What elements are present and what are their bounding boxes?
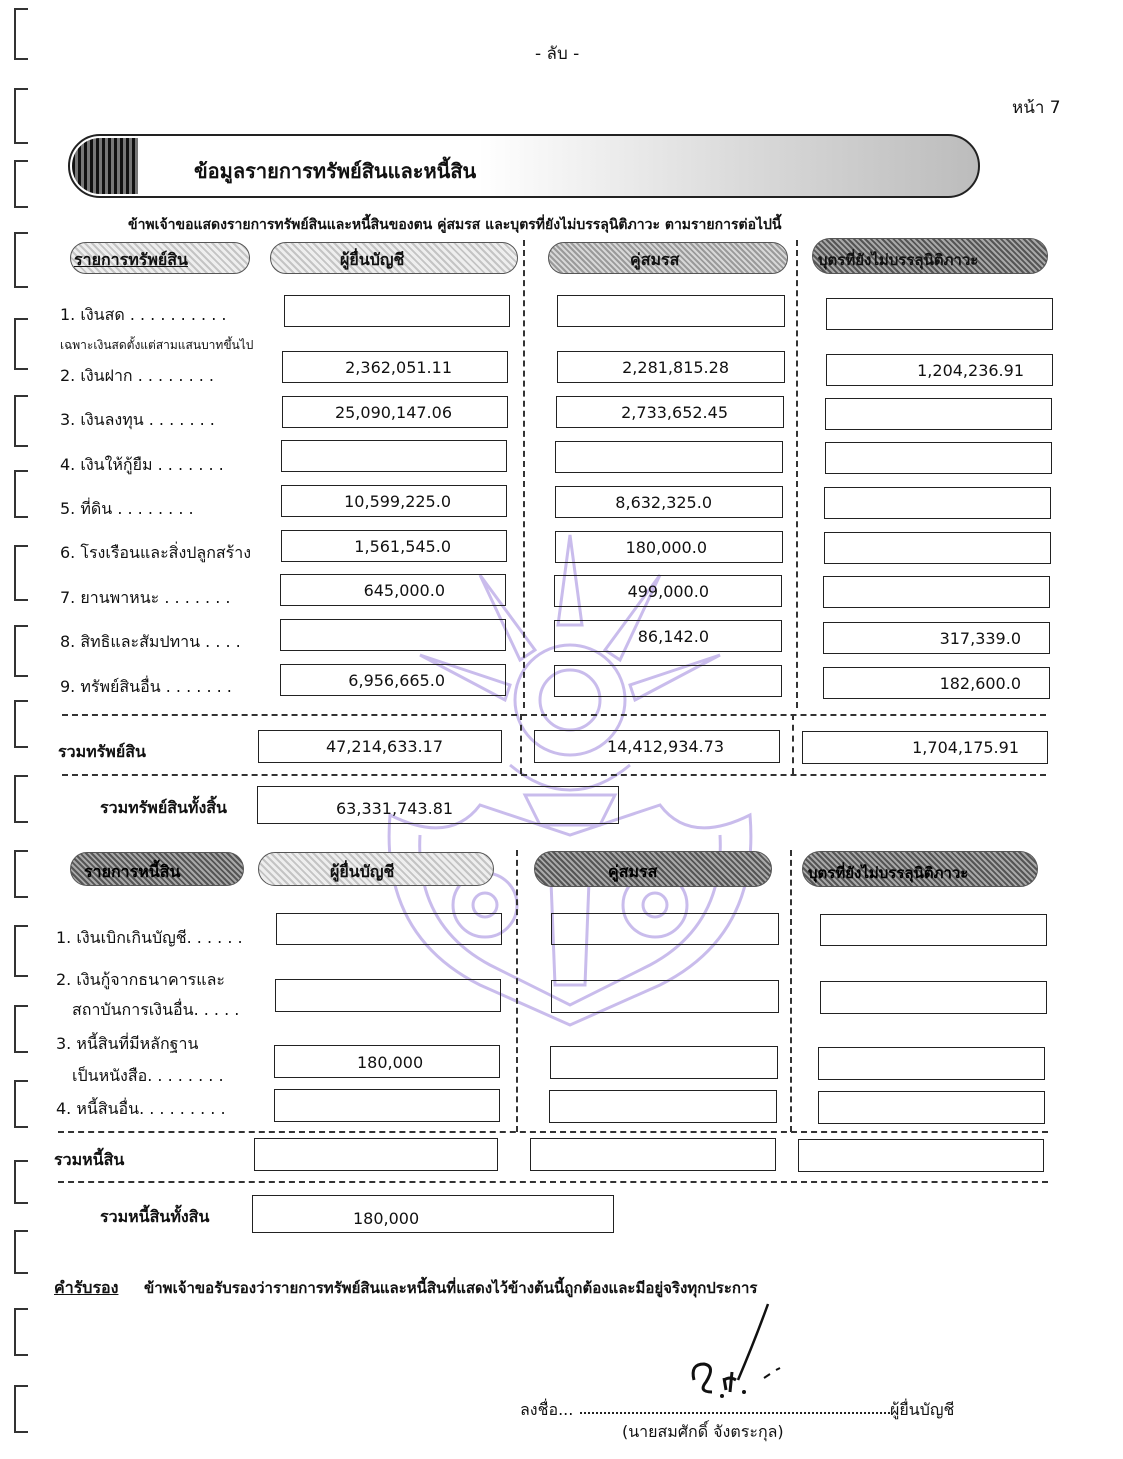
asset-children-cell — [824, 532, 1051, 564]
liability-children-cell — [818, 1091, 1045, 1124]
asset-row-label: 3. เงินลงทุน . . . . . . . — [60, 410, 215, 429]
signature-prefix: ลงชื่อ... — [520, 1400, 574, 1419]
liability-row-label: 1. เงินเบิกเกินบัญชี. . . . . . — [56, 928, 243, 947]
margin-bracket — [14, 160, 28, 208]
liability-row-label: 2. เงินกู้จากธนาคารและ — [56, 970, 225, 989]
asset-children-cell — [826, 298, 1053, 330]
liabilities-total-filer — [254, 1138, 498, 1171]
asset-filer-cell: 25,090,147.06 — [282, 396, 508, 428]
asset-row-label: 2. เงินฝาก . . . . . . . . — [60, 366, 214, 385]
margin-bracket — [14, 775, 28, 823]
page-number: หน้า 7 — [1012, 98, 1061, 118]
handwritten-signature — [680, 1300, 800, 1410]
margin-bracket — [14, 625, 28, 677]
asset-children-cell: 317,339.0 — [823, 622, 1050, 654]
liabilities-filer-header: ผู้ยื่นบัญชี — [330, 862, 395, 881]
liabilities-total-spouse — [530, 1138, 776, 1171]
asset-row-label: 9. ทรัพย์สินอื่น . . . . . . . — [60, 677, 232, 696]
liabilities-grand-total-box: 180,000 — [252, 1195, 614, 1233]
asset-spouse-cell: 2,733,652.45 — [556, 396, 784, 428]
liability-spouse-cell — [551, 913, 779, 945]
margin-bracket — [14, 925, 28, 977]
liability-children-cell — [820, 914, 1047, 946]
signature-suffix: ผู้ยื่นบัญชี — [890, 1400, 955, 1419]
assets-children-header: บุตรที่ยังไม่บรรลุนิติภาวะ — [818, 251, 979, 269]
liability-children-cell — [820, 981, 1047, 1014]
margin-bracket — [14, 8, 28, 60]
liabilities-children-header: บุตรที่ยังไม่บรรลุนิติภาวะ — [808, 864, 969, 882]
asset-filer-cell: 645,000.0 — [280, 574, 506, 606]
margin-bracket — [14, 1080, 28, 1128]
asset-spouse-cell — [554, 665, 782, 697]
margin-bracket — [14, 88, 28, 144]
margin-bracket — [14, 1005, 28, 1053]
asset-row-label: 4. เงินให้กู้ยืม . . . . . . . — [60, 455, 224, 474]
assets-total-children: 1,704,175.91 — [802, 731, 1048, 764]
column-separator — [792, 714, 794, 774]
asset-row-label: 8. สิทธิและสัมปทาน . . . . — [60, 632, 241, 651]
column-separator — [520, 714, 522, 774]
asset-filer-cell: 2,362,051.11 — [282, 351, 508, 383]
liabilities-total-children — [798, 1139, 1044, 1172]
asset-filer-cell: 1,561,545.0 — [281, 530, 507, 562]
margin-bracket — [14, 395, 28, 447]
liability-filer-cell — [274, 1089, 500, 1122]
asset-filer-cell — [280, 619, 506, 651]
liabilities-item-header: รายการหนี้สิน — [84, 862, 181, 881]
margin-bracket — [14, 545, 28, 601]
liability-row-label: 4. หนี้สินอื่น. . . . . . . . . — [56, 1099, 226, 1118]
asset-row-label: 5. ที่ดิน . . . . . . . . — [60, 499, 194, 518]
signature-line — [580, 1412, 890, 1414]
asset-spouse-cell — [557, 295, 785, 327]
asset-spouse-cell: 2,281,815.28 — [557, 351, 785, 383]
asset-spouse-cell — [555, 441, 783, 473]
asset-row-label: 7. ยานพาหนะ . . . . . . . — [60, 588, 231, 607]
asset-spouse-cell: 86,142.0 — [554, 620, 782, 652]
liabilities-grand-total-label: รวมหนี้สินทั้งสิน — [100, 1207, 210, 1226]
liability-row-label-cont: สถาบันการเงินอื่น. . . . . — [72, 1000, 240, 1019]
certification-label: คำรับรอง — [54, 1278, 119, 1297]
cash-note: เฉพาะเงินสดตั้งแต่สามแสนบาทขึ้นไป — [60, 338, 254, 352]
intro-text: ข้าพเจ้าขอแสดงรายการทรัพย์สินและหนี้สินของตน คู่สมรส และบุตรที่ยังไม่บรรลุนิติภาวะ ตามรายการต่อไปนี้ — [128, 217, 782, 233]
margin-bracket — [14, 1385, 28, 1433]
margin-bracket — [14, 1160, 28, 1204]
liabilities-spouse-header: คู่สมรส — [608, 862, 658, 881]
asset-children-cell — [824, 487, 1051, 519]
asset-children-cell: 182,600.0 — [823, 667, 1050, 699]
assets-grand-total-box: 63,331,743.81 — [257, 786, 619, 824]
assets-grand-total-label: รวมทรัพย์สินทั้งสิ้น — [100, 798, 227, 817]
assets-item-header: รายการทรัพย์สิน — [74, 250, 188, 269]
asset-spouse-cell: 8,632,325.0 — [555, 486, 783, 518]
asset-children-cell: 1,204,236.91 — [826, 354, 1053, 386]
liability-filer-cell: 180,000 — [274, 1045, 500, 1078]
signer-name: (นายสมศักดิ์ จังตระกุล) — [622, 1422, 784, 1441]
classification-label: - ลับ - — [535, 44, 580, 64]
margin-bracket — [14, 318, 28, 370]
liability-filer-cell — [275, 979, 501, 1012]
certification-text: ข้าพเจ้าขอรับรองว่ารายการทรัพย์สินและหนี้สินที่แสดงไว้ข้างต้นนี้ถูกต้องและมีอยู่จริงทุกประการ — [144, 1279, 758, 1297]
divider — [62, 774, 1046, 776]
asset-spouse-cell: 499,000.0 — [554, 575, 782, 607]
liabilities-total-label: รวมหนี้สิน — [54, 1150, 125, 1169]
liability-spouse-cell — [550, 1046, 778, 1079]
column-separator — [523, 240, 525, 708]
asset-filer-cell — [281, 440, 507, 472]
asset-filer-cell: 10,599,225.0 — [281, 485, 507, 517]
margin-bracket — [14, 700, 28, 748]
banner-tab-decoration — [72, 138, 138, 194]
margin-bracket — [14, 1308, 28, 1356]
liability-spouse-cell — [549, 1090, 777, 1123]
assets-total-filer: 47,214,633.17 — [258, 730, 502, 763]
column-separator — [790, 850, 792, 1132]
assets-filer-header: ผู้ยื่นบัญชี — [340, 250, 405, 269]
liability-children-cell — [818, 1047, 1045, 1080]
margin-bracket — [14, 470, 28, 518]
margin-bracket — [14, 850, 28, 898]
section-title: ข้อมูลรายการทรัพย์สินและหนี้สิน — [194, 159, 477, 183]
divider — [58, 1131, 1048, 1133]
asset-row-label: 1. เงินสด . . . . . . . . . . — [60, 305, 227, 324]
divider — [58, 1181, 1048, 1183]
asset-filer-cell — [284, 295, 510, 327]
asset-children-cell — [823, 576, 1050, 608]
margin-bracket — [14, 1230, 28, 1274]
liability-row-label-cont: เป็นหนังสือ. . . . . . . . — [72, 1066, 224, 1085]
asset-spouse-cell: 180,000.0 — [555, 531, 783, 563]
column-separator — [796, 240, 798, 708]
liability-row-label: 3. หนี้สินที่มีหลักฐาน — [56, 1034, 199, 1053]
asset-children-cell — [825, 398, 1052, 430]
asset-row-label: 6. โรงเรือนและสิ่งปลูกสร้าง — [60, 543, 252, 562]
liability-filer-cell — [276, 913, 502, 945]
assets-spouse-header: คู่สมรส — [630, 250, 680, 269]
asset-filer-cell: 6,956,665.0 — [280, 664, 506, 696]
assets-total-label: รวมทรัพย์สิน — [58, 742, 146, 761]
divider — [62, 714, 1046, 716]
liability-spouse-cell — [551, 980, 779, 1013]
asset-children-cell — [825, 442, 1052, 474]
column-separator — [516, 850, 518, 1132]
assets-total-spouse: 14,412,934.73 — [534, 730, 780, 763]
margin-bracket — [14, 232, 28, 288]
